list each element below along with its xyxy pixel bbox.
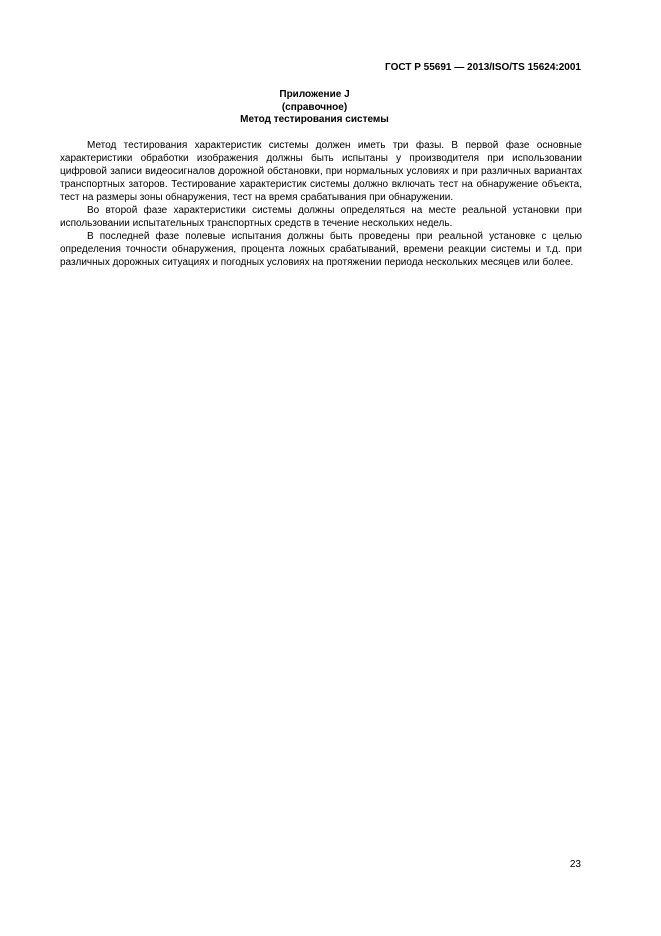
annex-title: Метод тестирования системы (240, 114, 389, 125)
annex-heading (0, 89, 629, 127)
paragraph: Метод тестирования характеристик системы должен иметь три фазы. В первой фазе основные характеристики обработки изображения должны быть испытаны у производителя при использовании цифровой записи видеосигналов дорожной обстановки, при нормальных условиях и при различных вариантах транспортных заторов. Тестирование характеристик системы должно включать тест на обнаружение объекта, тест на размеры зоны обнаружения, тест на время срабатывания при обнаружении. (60, 140, 582, 203)
annex-label: Приложение J (279, 89, 350, 100)
standard-reference: ГОСТ Р 55691 — 2013/ISO/TS 15624:2001 (385, 62, 581, 73)
page-number: 23 (569, 859, 581, 870)
annex-body (60, 139, 582, 269)
paragraph: В последней фазе полевые испытания должны быть проведены при реальной установке с целью определения точности обнаружения, процента ложных срабатываний, времени реакции системы и т.д. при различных дорожных ситуациях и погодных условиях на протяжении периода нескольких месяцев или более. (60, 231, 582, 268)
annex-status: (справочное) (281, 101, 348, 113)
paragraph: Во второй фазе характеристики системы должны определяться на месте реальной установки при использовании испытательных транспортных средств в течение нескольких недель. (60, 205, 582, 229)
